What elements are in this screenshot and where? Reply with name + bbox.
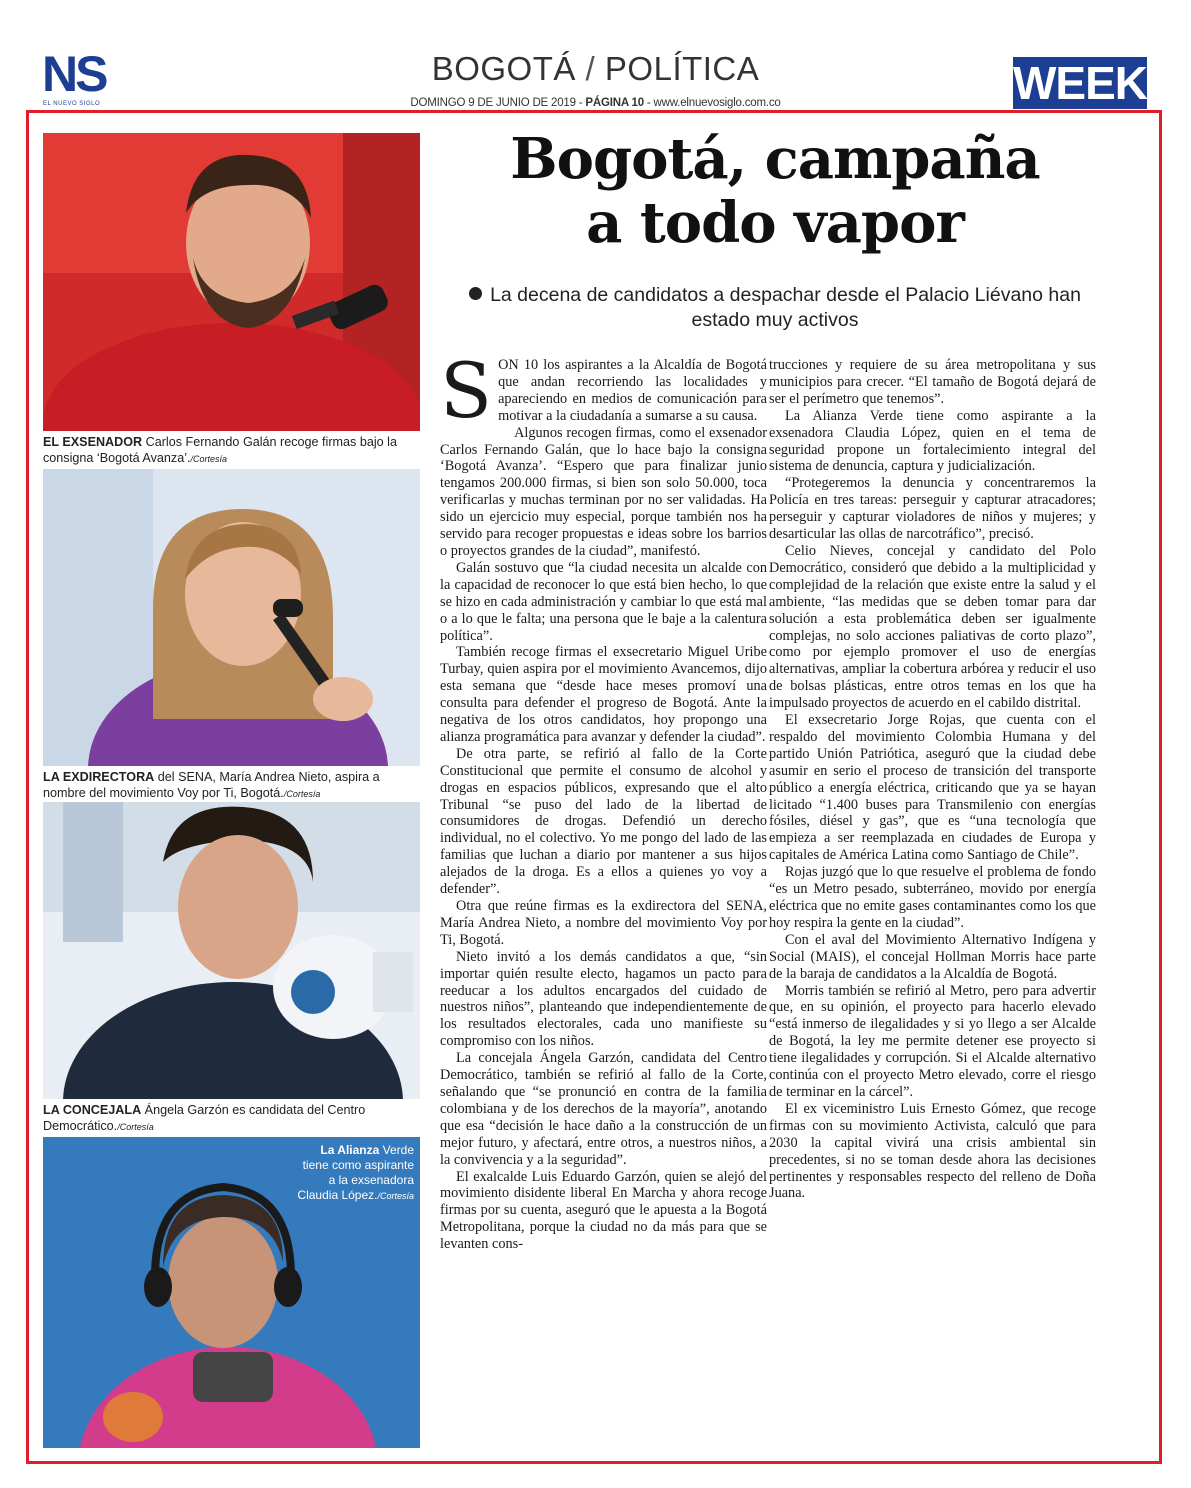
bullet-icon <box>469 287 482 300</box>
photo-nieto <box>43 469 420 766</box>
caption-lead: LA CONCEJALA <box>43 1103 142 1117</box>
website: - www.elnuevosiglo.com.co <box>643 97 781 109</box>
paragraph: trucciones y requiere de su área metropolitana y sus municipios para crecer. “El tamaño de Bogotá dejará de ser el perímetro que tenemos”. <box>769 357 1096 407</box>
caption-credit: /Cortesía <box>377 1191 414 1201</box>
paragraph: La concejala Ángela Garzón, candidata del Centro Democrático, también se refirió al fallo de la Corte, señalando que “se pronunció en contra de la familia colombiana y de los derechos de la mayoría”, anotando que esa “decisión le hace daño a la construcción de un mejor futuro, y afectará, entre otros, a nuestros niños, a la convivencia y a la seguridad”. <box>440 1050 767 1168</box>
page-number: PÁGINA 10 <box>585 97 644 109</box>
logo-letters: NS <box>42 46 106 102</box>
section-separator: / <box>575 50 605 87</box>
paragraph: Con el aval del Movimiento Alternativo Indígena y Social (MAIS), el concejal Hollman Morris hace parte de la baraja de candidatos a la Alcaldía de Bogotá. <box>769 931 1096 982</box>
photo-garzon <box>43 802 420 1099</box>
subhead-text: La decena de candidatos a despachar desde el Palacio Liévano han estado muy activos <box>490 284 1081 331</box>
caption-text: Verde tiene como aspirante a la exsenadora Claudia López. <box>297 1143 414 1202</box>
paragraph: La Alianza Verde tiene como aspirante a la exsenadora Claudia López, quien en el tema de seguridad propone un fortalecimiento integral del sistema de denuncia, captura y judicialización. <box>769 407 1096 475</box>
caption-lead: La Alianza <box>320 1143 380 1157</box>
week-badge: WEEK <box>1013 57 1147 109</box>
photo-lopez <box>43 1137 420 1448</box>
caption-credit: /Cortesía <box>190 454 228 464</box>
caption-lead: LA EXDIRECTORA <box>43 770 155 784</box>
logo-subtext: EL NUEVO SIGLO <box>43 101 101 107</box>
caption-text: Carlos Fernando Galán recoge firmas bajo la consigna ‘Bogotá Avanza’. <box>43 435 397 465</box>
paragraph: De otra parte, se refirió al fallo de la Corte Constitucional que permite el consumo de alcohol y drogas en espacios públicos, expresando que el alto Tribunal “se puso del lado de la libertad de consumidores de drogas. Defendió un derecho individual, no el colectivo. Yo me pongo del lado de las familias que luchan a diario por mantener a sus hijos alejados de la droga. Es a ellos a quienes yo voy a defender”. <box>440 745 767 898</box>
section-name: BOGOTÁ <box>431 50 576 87</box>
article-headline <box>430 127 1120 255</box>
article-column-2 <box>769 357 1096 1202</box>
paragraph: Algunos recogen firmas, como el exsenador Carlos Fernando Galán, que lo hace bajo la consigna ‘Bogotá Avanza’. “Espero que para finalizar junio tengamos 200.000 firmas, si bien son solo 50.000, toca verificarlas y muchas terminan por no ser validadas. Ha sido un ejercicio muy especial, porque también nos ha servido para recoger propuestas e ideas sobre los barrios o proyectos grandes de la ciudad”, manifestó. <box>440 424 767 559</box>
subsection-name: POLÍTICA <box>604 50 760 87</box>
paragraph: Morris también se refirió al Metro, pero para advertir que, en su opinión, el proyecto para hacerlo elevado “está inmerso de ilegalidades y si yo llego a ser Alcalde de Bogotá, la ley me permite detener ese proyecto si tiene ilegalidades y corrupción. Si el Alcalde alternativo continúa con el proyecto Metro elevado, corre el riesgo de terminar en la cárcel”. <box>769 982 1096 1100</box>
paragraph: El exsecretario Jorge Rojas, que cuenta con el respaldo del movimiento Colombia Humana y del partido Unión Patriótica, aseguró que la ciudad debe asumir en serio el proceso de transición del transporte público a energía eléctrica, criticando que ya se hayan licitado “1.400 buses para Transmilenio con energías fósiles, diésel y gas”, que es “una tecnología que empieza a ser reemplazada en ciudades de Europa y capitales de América Latina como Santiago de Chile”. <box>769 712 1096 864</box>
drop-cap: S <box>440 346 493 435</box>
article-subhead <box>455 283 1095 333</box>
paragraph: El ex viceministro Luis Ernesto Gómez, que recoge firmas con su movimiento Activista, calculó que para 2030 la capital vivirá una crisis ambiental sin precedentes, si no se toman desde ahora las decisiones pertinentes y responsables respecto del relleno de Doña Juana. <box>769 1100 1096 1202</box>
caption-lopez <box>294 1143 414 1204</box>
paragraph: Nieto invitó a los demás candidatos a que, “sin importar quién resulte electo, hagamos un pacto para reeducar a los adultos encargados del cuidado de nuestros niños”, planteando que independientemente de los resultados electorales, cada uno manifieste su compromiso con los niños. <box>440 948 767 1050</box>
paragraph: Rojas juzgó que lo que resuelve el problema de fondo “es un Metro pesado, subterráneo, movido por energía eléctrica que no emite gases contaminantes como los que hoy respira la gente en la ciudad”. <box>769 864 1096 931</box>
photo-galan <box>43 133 420 431</box>
caption-text: Ángela Garzón es candidata del Centro Democrático. <box>43 1103 366 1133</box>
paragraph: El exalcalde Luis Eduardo Garzón, quien se alejó del movimiento disidente liberal En Marcha y ahora recoge firmas por su cuenta, aseguró que le apuesta a la Bogotá Metropolitana, porque la ciudad no da más para que se levanten cons- <box>440 1168 767 1253</box>
paragraph <box>440 346 767 435</box>
caption-credit: /Cortesía <box>117 1122 154 1132</box>
caption-text: del SENA, María Andrea Nieto, aspira a nombre del movimiento Voy por Ti, Bogotá. <box>43 770 380 800</box>
article-column-1 <box>440 346 767 1253</box>
paragraph: Galán sostuvo que “la ciudad necesita un alcalde con la capacidad de reconocer lo que está bien hecho, lo que se hizo en cada administración y cambiar lo que está mal o a lo que le falta; una persona que le baje a la calentura política”. <box>440 559 767 644</box>
paragraph: “Protegeremos la denuncia y concentraremos la Policía en tres tareas: perseguir y capturar atracadores; perseguir y capturar violadores de niños y mujeres; y desarticular las ollas de narcotráfico”, precisó. <box>769 475 1096 543</box>
paragraph-text: ON 10 los aspirantes a la Alcaldía de Bogotá que andan recorriendo las localidades y apareciendo en medios de comunicación para motivar a la ciudadanía a sumarse a su causa. <box>498 357 767 424</box>
caption-galan <box>43 434 420 467</box>
caption-credit: /Cortesía <box>283 789 321 799</box>
caption-nieto <box>43 769 420 802</box>
caption-garzon <box>43 1102 420 1135</box>
paragraph: Otra que reúne firmas es la exdirectora del SENA, María Andrea Nieto, a nombre del movimiento Voy por Ti, Bogotá. <box>440 898 767 948</box>
caption-lead: EL EXSENADOR <box>43 435 143 449</box>
headline-line-1: Bogotá, campaña <box>510 126 1040 192</box>
paragraph: También recoge firmas el exsecretario Miguel Uribe Turbay, quien aspira por el movimiento Avancemos, dijo esta semana que “desde hace meses promoví una consulta para defender el progreso de Bogotá. Ante la negativa de los otros candidatos, hoy propongo una alianza programática para avanzar y defender la ciudad”. <box>440 644 767 745</box>
issue-date: DOMINGO 9 DE JUNIO DE 2019 - <box>410 97 586 109</box>
paragraph: Celio Nieves, concejal y candidato del Polo Democrático, consideró que debido a la multiplicidad y complejidad de la relación que existe entre la salud y el ambiente, “las medidas que se deben tomar para dar solución a esta problemática deben ser igualmente complejas, no solo acciones paliativas de corto plazo”, como por ejemplo promover el uso de energías alternativas, ampliar la cobertura arbórea y reducir el uso de bolsas plásticas, entre otros temas en los que ha impulsado proyectos de acuerdo en el cabildo distrital. <box>769 542 1096 712</box>
headline-line-2: a todo vapor <box>586 190 964 256</box>
